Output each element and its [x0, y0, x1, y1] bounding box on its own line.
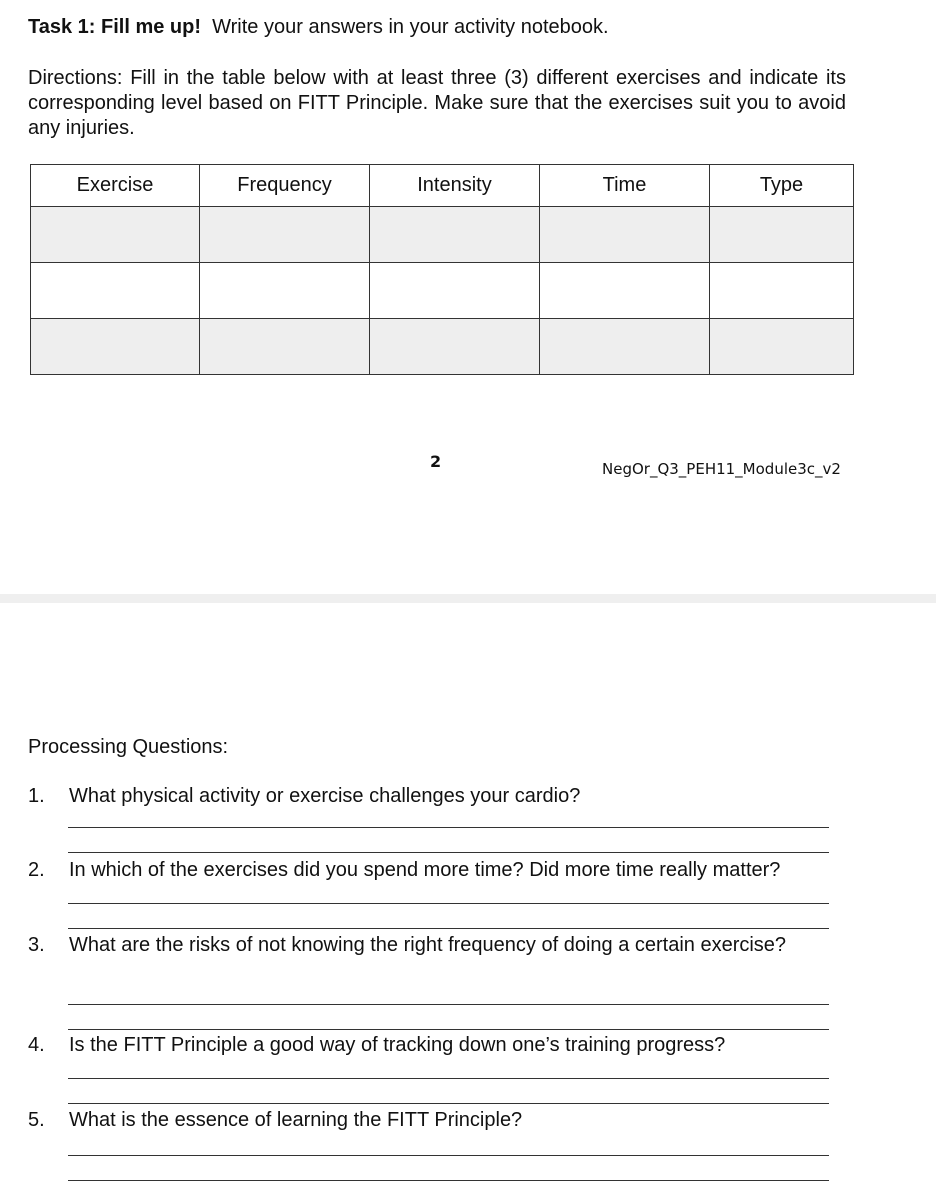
table-cell[interactable]: [200, 263, 370, 319]
table-cell[interactable]: [31, 207, 200, 263]
task-instruction: Write your answers in your activity notebook.: [212, 16, 609, 38]
answer-line[interactable]: [68, 827, 829, 828]
header-exercise: Exercise: [31, 165, 200, 207]
table-row: [31, 319, 854, 375]
table-cell[interactable]: [31, 319, 200, 375]
question-number: 4.: [28, 1034, 45, 1056]
header-type: Type: [710, 165, 854, 207]
question-number: 5.: [28, 1109, 45, 1131]
answer-line[interactable]: [68, 1004, 829, 1005]
question-text: What are the risks of not knowing the right frequency of doing a certain exercise?: [69, 934, 787, 956]
table-cell[interactable]: [200, 319, 370, 375]
question-text: Is the FITT Principle a good way of tracking down one’s training progress?: [69, 1034, 726, 1056]
task-heading: Task 1: Fill me up!: [28, 16, 201, 38]
question-number: 3.: [28, 934, 45, 956]
table-row: [31, 207, 854, 263]
question-text: What is the essence of learning the FITT Principle?: [69, 1109, 523, 1131]
directions-text: Directions: Fill in the table below with at least three (3) different exercises and indicate its corresponding level based on FITT Principle. Make sure that the exercises suit you to avoid any injuries.: [28, 67, 846, 139]
table-cell[interactable]: [200, 207, 370, 263]
question-number: 2.: [28, 859, 45, 881]
page-number: 2: [430, 452, 442, 471]
answer-line[interactable]: [68, 903, 829, 904]
module-code: NegOr_Q3_PEH11_Module3c_v2: [602, 460, 841, 478]
table-cell[interactable]: [370, 207, 540, 263]
answer-line[interactable]: [68, 1155, 829, 1156]
answer-line[interactable]: [68, 1029, 829, 1030]
table-cell[interactable]: [370, 319, 540, 375]
table-header-row: [31, 165, 854, 207]
page-divider: [0, 594, 936, 603]
table-cell[interactable]: [31, 263, 200, 319]
table-cell[interactable]: [540, 319, 710, 375]
table-cell[interactable]: [710, 207, 854, 263]
table-cell[interactable]: [540, 263, 710, 319]
table-cell[interactable]: [540, 207, 710, 263]
table-cell[interactable]: [710, 263, 854, 319]
answer-line[interactable]: [68, 852, 829, 853]
answer-line[interactable]: [68, 928, 829, 929]
question-text: What physical activity or exercise challenges your cardio?: [69, 785, 581, 807]
processing-questions-title: Processing Questions:: [28, 736, 229, 758]
header-intensity: Intensity: [370, 165, 540, 207]
fitt-table: [30, 164, 854, 375]
answer-line[interactable]: [68, 1078, 829, 1079]
table-row: [31, 263, 854, 319]
table-cell[interactable]: [370, 263, 540, 319]
task-title: [28, 14, 908, 40]
header-frequency: Frequency: [200, 165, 370, 207]
question-text: In which of the exercises did you spend more time? Did more time really matter?: [69, 859, 781, 881]
answer-line[interactable]: [68, 1180, 829, 1181]
table-cell[interactable]: [710, 319, 854, 375]
header-time: Time: [540, 165, 710, 207]
question-number: 1.: [28, 785, 45, 807]
answer-line[interactable]: [68, 1103, 829, 1104]
